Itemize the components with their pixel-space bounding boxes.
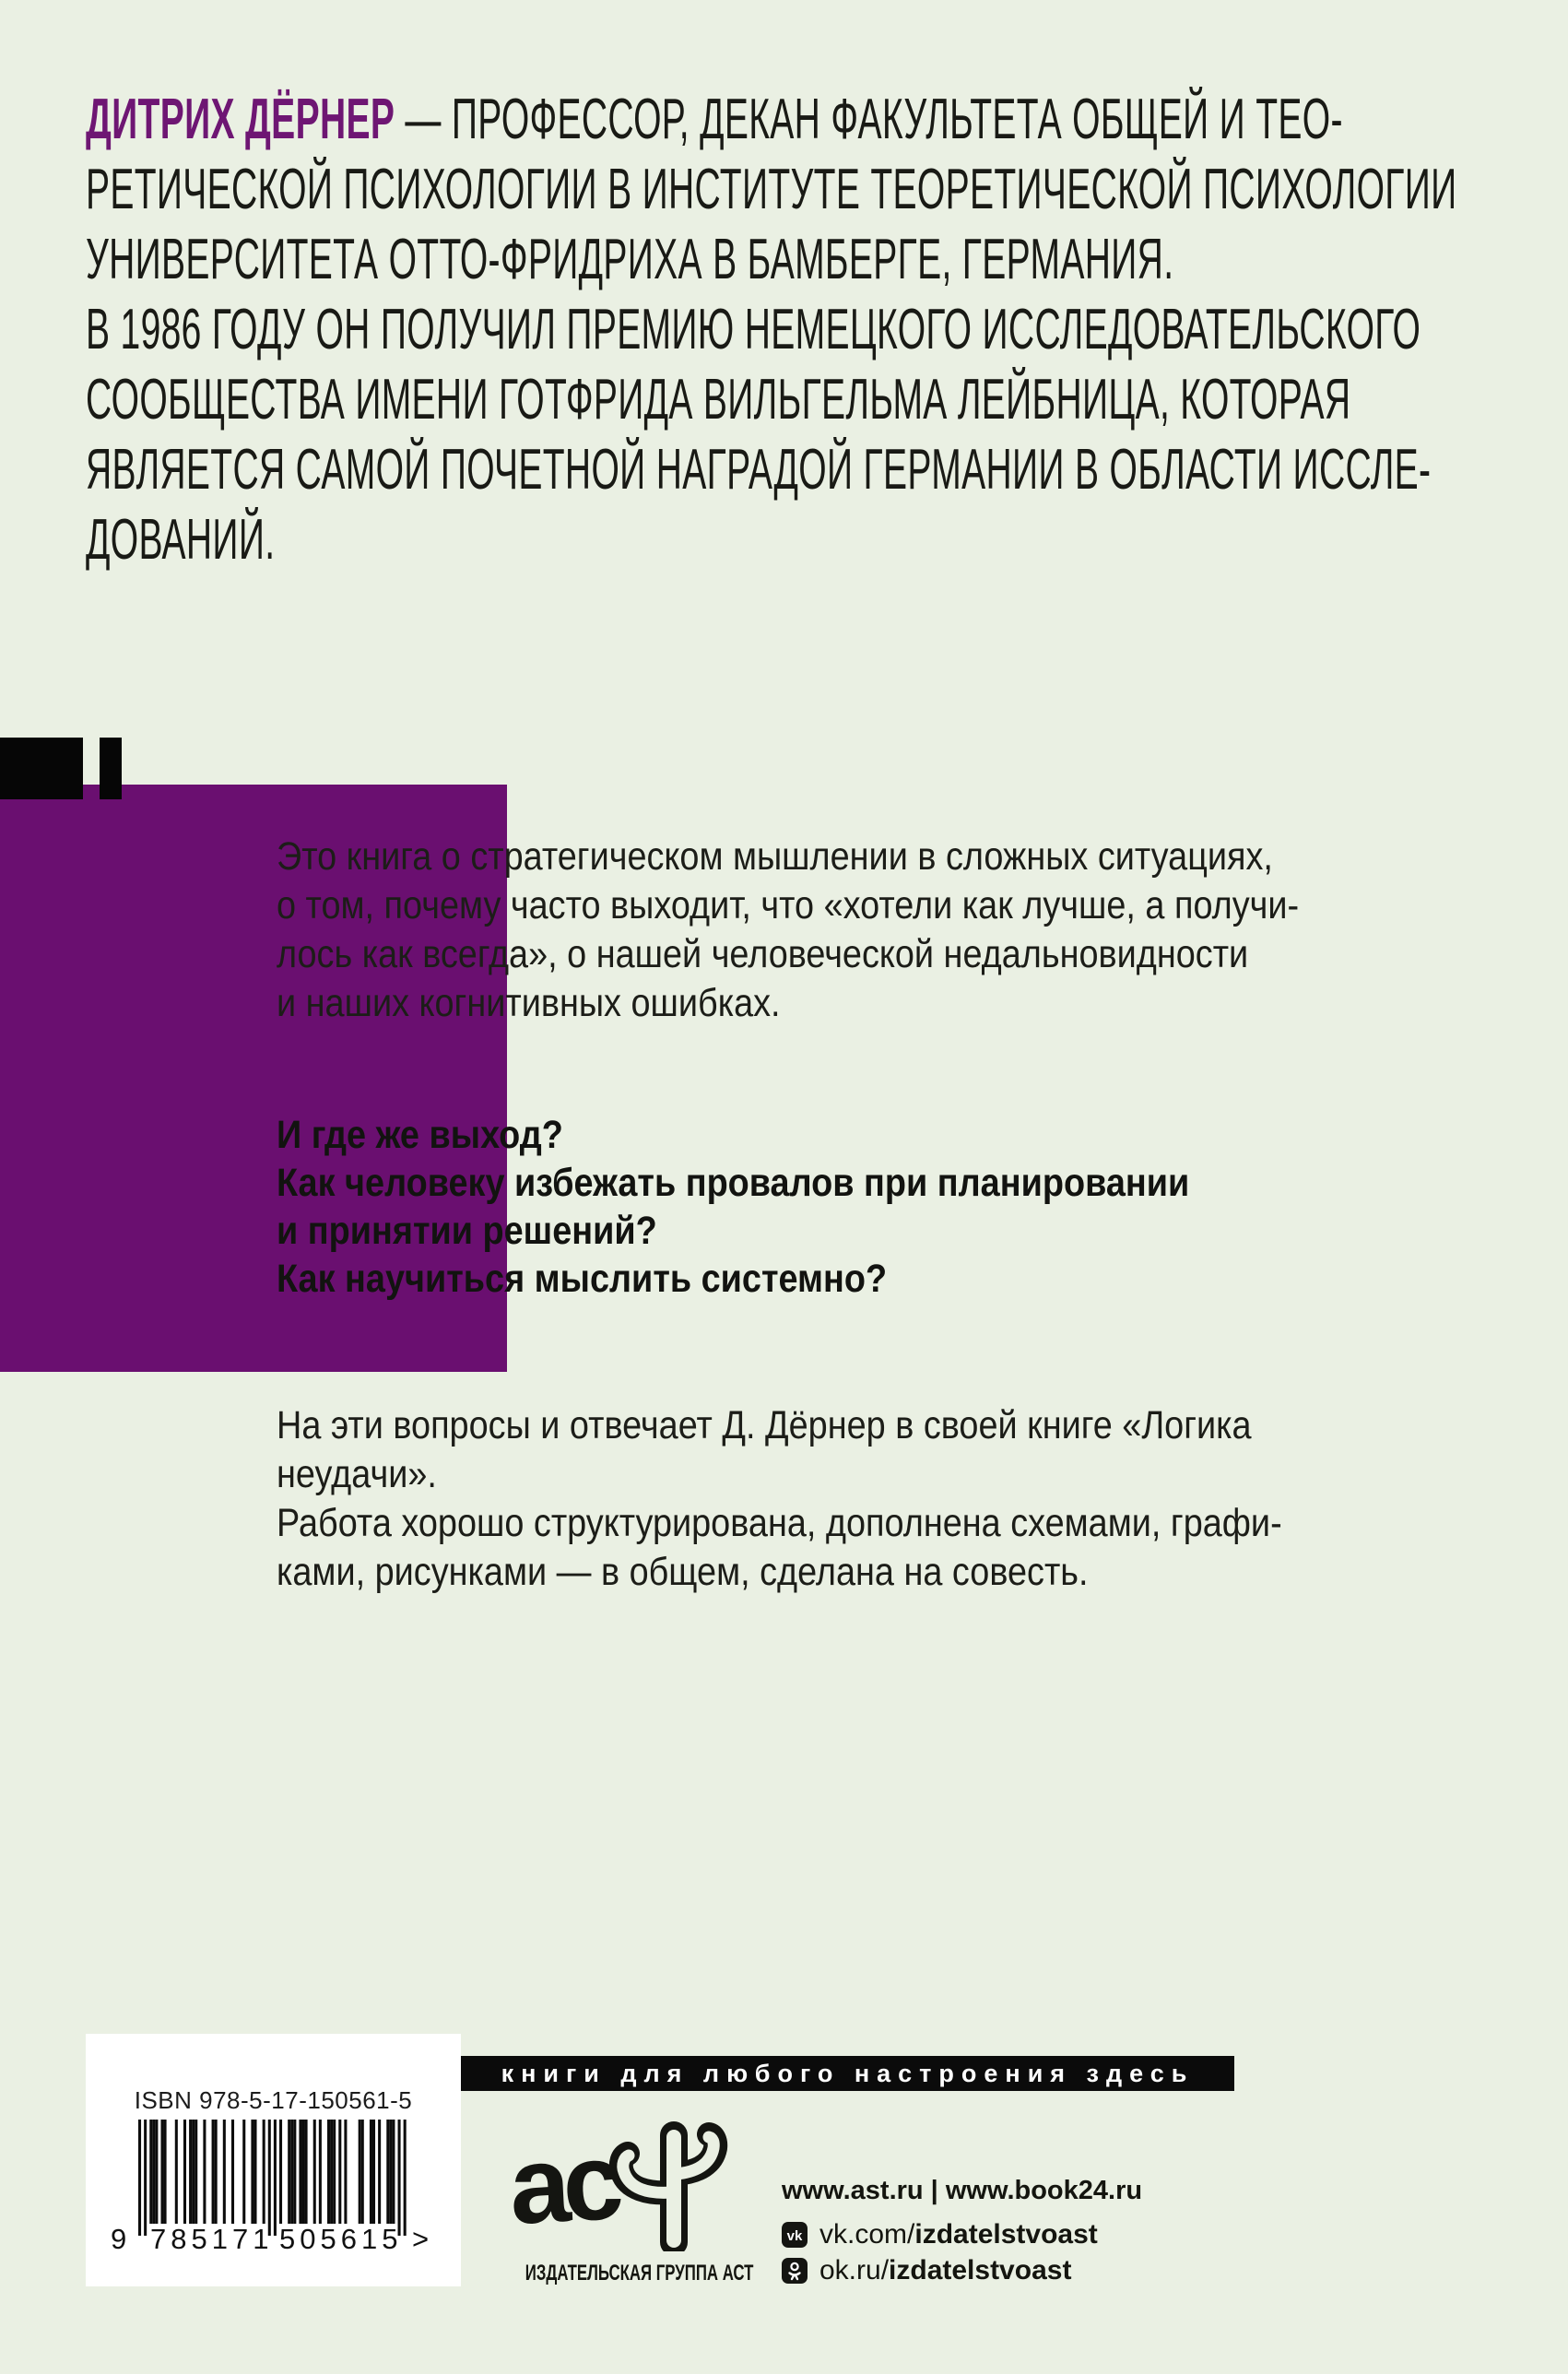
bio-line: УНИВЕРСИТЕТА ОТТО-ФРИДРИХА В БАМБЕРГЕ, ГЕРМАНИЯ. [86,228,1174,291]
black-accent-rectangle [0,738,83,799]
question-line: Как научиться мыслить системно? [277,1257,888,1301]
isbn-text: ISBN 978-5-17-150561-5 [134,2086,413,2114]
barcode-arrow: > [412,2223,430,2255]
black-accent-tick [100,738,122,799]
annotation-line: о том, почему часто выходит, что «хотели как лучше, а получи- [277,883,1300,927]
bio-line: ДОВАНИЙ. [86,508,276,572]
publisher-websites-link[interactable]: www.ast.ru | www.book24.ru [782,2176,1143,2205]
barcode-digits-left: 785171 [150,2223,274,2255]
bio-line [86,85,1457,155]
annotation-line: ками, рисунками — в общем, сделана на совесть. [277,1550,1089,1594]
ean13-barcode [138,2120,410,2238]
barcode-digits-right: 505615 [279,2223,403,2255]
ok-url [819,2255,1071,2286]
ok-url-prefix: ok.ru/ [819,2255,890,2285]
bio-line: СООБЩЕСТВА ИМЕНИ ГОТФРИДА ВИЛЬГЕЛЬМА ЛЕЙБНИЦА, КОТОРАЯ [86,368,1351,431]
vk-url-handle: izdatelstvoast [914,2219,1098,2250]
annotation-line: Это книга о стратегическом мышлении в сложных ситуациях, [277,834,1273,879]
bio-line: РЕТИЧЕСКОЙ ПСИХОЛОГИИ В ИНСТИТУТЕ ТЕОРЕТИЧЕСКОЙ ПСИХОЛОГИИ [86,158,1457,221]
question-line: Как человеку избежать провалов при планировании [277,1161,1190,1205]
annotation-line: неудачи». [277,1452,437,1496]
vk-icon [782,2222,808,2248]
annotation-line: Работа хорошо структурирована, дополнена схемами, графи- [277,1501,1282,1545]
annotation-paragraph-1 [277,833,1438,1028]
vk-url-prefix: vk.com/ [819,2219,915,2250]
annotation-line: и наших когнитивных ошибках. [277,981,781,1025]
bio-line-1-rest: — ПРОФЕССОР, ДЕКАН ФАКУЛЬТЕТА ОБЩЕЙ И ТЕО- [395,88,1343,151]
promo-banner: книги для любого настроения здесь [461,2056,1234,2091]
publisher-caption: ИЗДАТЕЛЬСКАЯ ГРУППА АСТ [525,2261,754,2285]
question-line: И где же выход? [277,1113,563,1157]
ok-link-row[interactable] [782,2255,1072,2285]
annotation-line: На эти вопросы и отвечает Д. Дёрнер в своей книге «Логика [277,1403,1252,1447]
barcode-digit-first: 9 [111,2223,127,2255]
svg-text:vk: vk [786,2228,803,2244]
bio-line: ЯВЛЯЕТСЯ САМОЙ ПОЧЕТНОЙ НАГРАДОЙ ГЕРМАНИИ В ОБЛАСТИ ИССЛЕ- [86,438,1432,502]
author-bio-block [86,85,1568,575]
annotation-questions-block [277,1111,1314,1303]
vk-link-row[interactable] [782,2219,1098,2250]
vk-url [819,2219,1098,2250]
ast-logo [502,2104,733,2251]
ok-icon [782,2258,808,2284]
ast-logo-letters: ас [506,2120,619,2248]
question-line: и принятии решений? [277,1209,657,1253]
bio-line: В 1986 ГОДУ ОН ПОЛУЧИЛ ПРЕМИЮ НЕМЕЦКОГО ИССЛЕДОВАТЕЛЬСКОГО [86,298,1421,361]
annotation-paragraph-2 [277,1401,1419,1597]
ok-url-handle: izdatelstvoast [889,2255,1072,2285]
annotation-line: лось как всегда», о нашей человеческой недальновидности [277,932,1249,976]
author-name: ДИТРИХ ДЁРНЕР [86,88,395,151]
